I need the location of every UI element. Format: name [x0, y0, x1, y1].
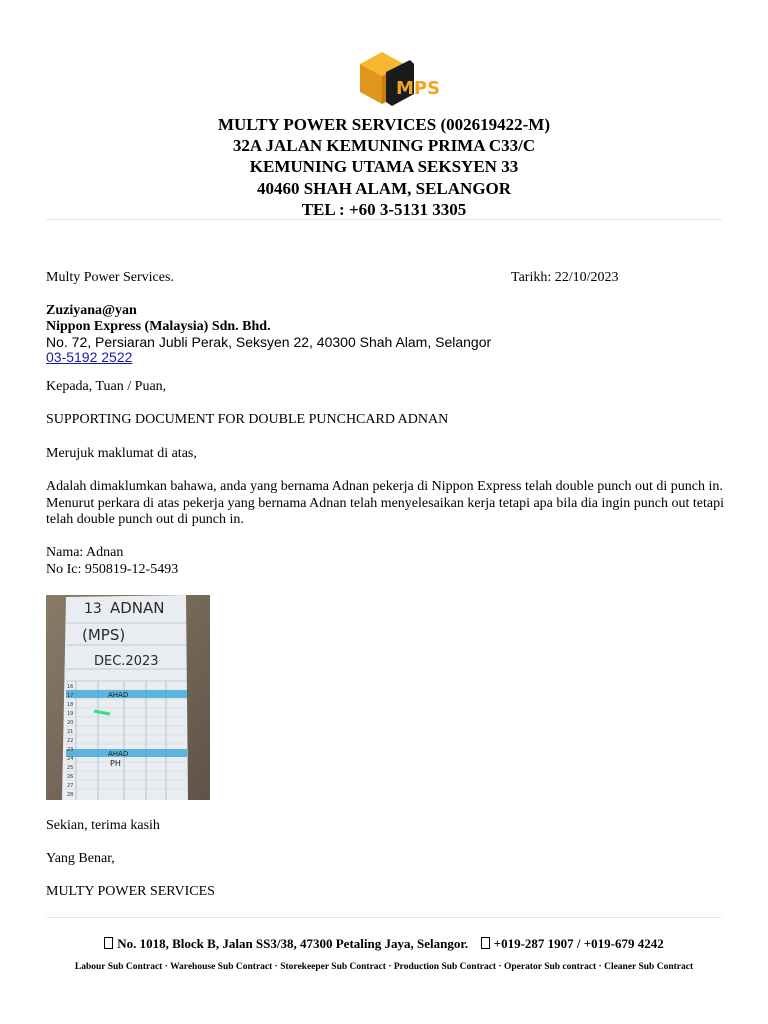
- card-row-number: 23: [67, 747, 74, 753]
- card-row-number: 16: [67, 684, 74, 690]
- punchcard-illustration: [46, 595, 210, 800]
- recipient-phone-link[interactable]: 03-5192 2522: [46, 349, 133, 365]
- card-ph: PH: [110, 759, 121, 768]
- sender-name: Multy Power Services.: [46, 270, 174, 285]
- letter-date: Tarikh: 22/10/2023: [511, 270, 619, 285]
- punchcard-photo: [46, 595, 210, 800]
- phone-icon: [481, 937, 490, 949]
- employee-ic: No Ic: 950819-12-5493: [46, 562, 179, 577]
- card-row-number: 21: [67, 729, 74, 735]
- company-name: MULTY POWER SERVICES (002619422-M): [217, 115, 551, 134]
- company-address-line-3: 40460 SHAH ALAM, SELANGOR: [256, 179, 512, 198]
- salutation: Kepada, Tuan / Puan,: [46, 379, 167, 394]
- company-address-line-1: 32A JALAN KEMUNING PRIMA C33/C: [232, 136, 536, 155]
- card-row-number: 25: [67, 765, 74, 771]
- letter-body: Adalah dimaklumkan bahawa, anda yang bernama Adnan pekerja di Nippon Express telah double punch out di punch in. Menurut perkara di atas pekerja yang bernama Adnan telah menyelesaikan kerja tetapi apa bila dia ingin punch out tetapi telah double punch out di punch in.: [46, 479, 724, 527]
- card-row-number: 19: [67, 711, 74, 717]
- card-row-number: 22: [67, 738, 74, 744]
- reference-line: Merujuk maklumat di atas,: [46, 446, 197, 461]
- mps-logo: [352, 44, 441, 112]
- card-ahad-2: AHAD: [108, 750, 129, 758]
- recipient-name: Zuziyana@yan: [46, 303, 137, 318]
- card-month: DEC.2023: [94, 654, 159, 669]
- footer-address: No. 1018, Block B, Jalan SS3/38, 47300 Petaling Jaya, Selangor.: [117, 936, 469, 951]
- employee-name: Nama: Adnan: [46, 545, 124, 560]
- location-icon: [104, 937, 113, 949]
- card-name: ADNAN: [110, 599, 165, 617]
- card-row-number: 17: [67, 693, 74, 699]
- company-telephone: TEL : +60 3-5131 3305: [301, 200, 467, 219]
- recipient-company: Nippon Express (Malaysia) Sdn. Bhd.: [46, 319, 271, 334]
- card-number: 13: [84, 601, 102, 617]
- footer-contact: [0, 936, 768, 952]
- closing-line: Sekian, terima kasih: [46, 818, 160, 833]
- signature-company: MULTY POWER SERVICES: [46, 884, 215, 899]
- card-row-number: 28: [67, 792, 74, 798]
- card-row-number: 27: [67, 783, 74, 789]
- footer-divider: [46, 917, 722, 918]
- recipient-address: No. 72, Persiaran Jubli Perak, Seksyen 22, 40300 Shah Alam, Selangor: [46, 334, 492, 350]
- card-company: (MPS): [82, 626, 126, 644]
- card-row-number: 18: [67, 702, 74, 708]
- header-divider: [46, 219, 722, 220]
- card-row-number: 20: [67, 720, 74, 726]
- logo-lettering: MPS: [396, 78, 441, 99]
- footer-services: Labour Sub Contract · Warehouse Sub Contract · Storekeeper Sub Contract · Production Sub Contract · Operator Sub contract · Cleaner Sub Contract: [74, 962, 694, 972]
- card-ahad-1: AHAD: [108, 691, 129, 699]
- letter-subject: SUPPORTING DOCUMENT FOR DOUBLE PUNCHCARD ADNAN: [46, 412, 449, 427]
- card-row-number: 24: [67, 756, 74, 762]
- footer-phones: +019-287 1907 / +019-679 4242: [493, 936, 664, 951]
- card-row-number: 26: [67, 774, 74, 780]
- signoff-line: Yang Benar,: [46, 851, 115, 866]
- company-address-line-2: KEMUNING UTAMA SEKSYEN 33: [249, 157, 519, 176]
